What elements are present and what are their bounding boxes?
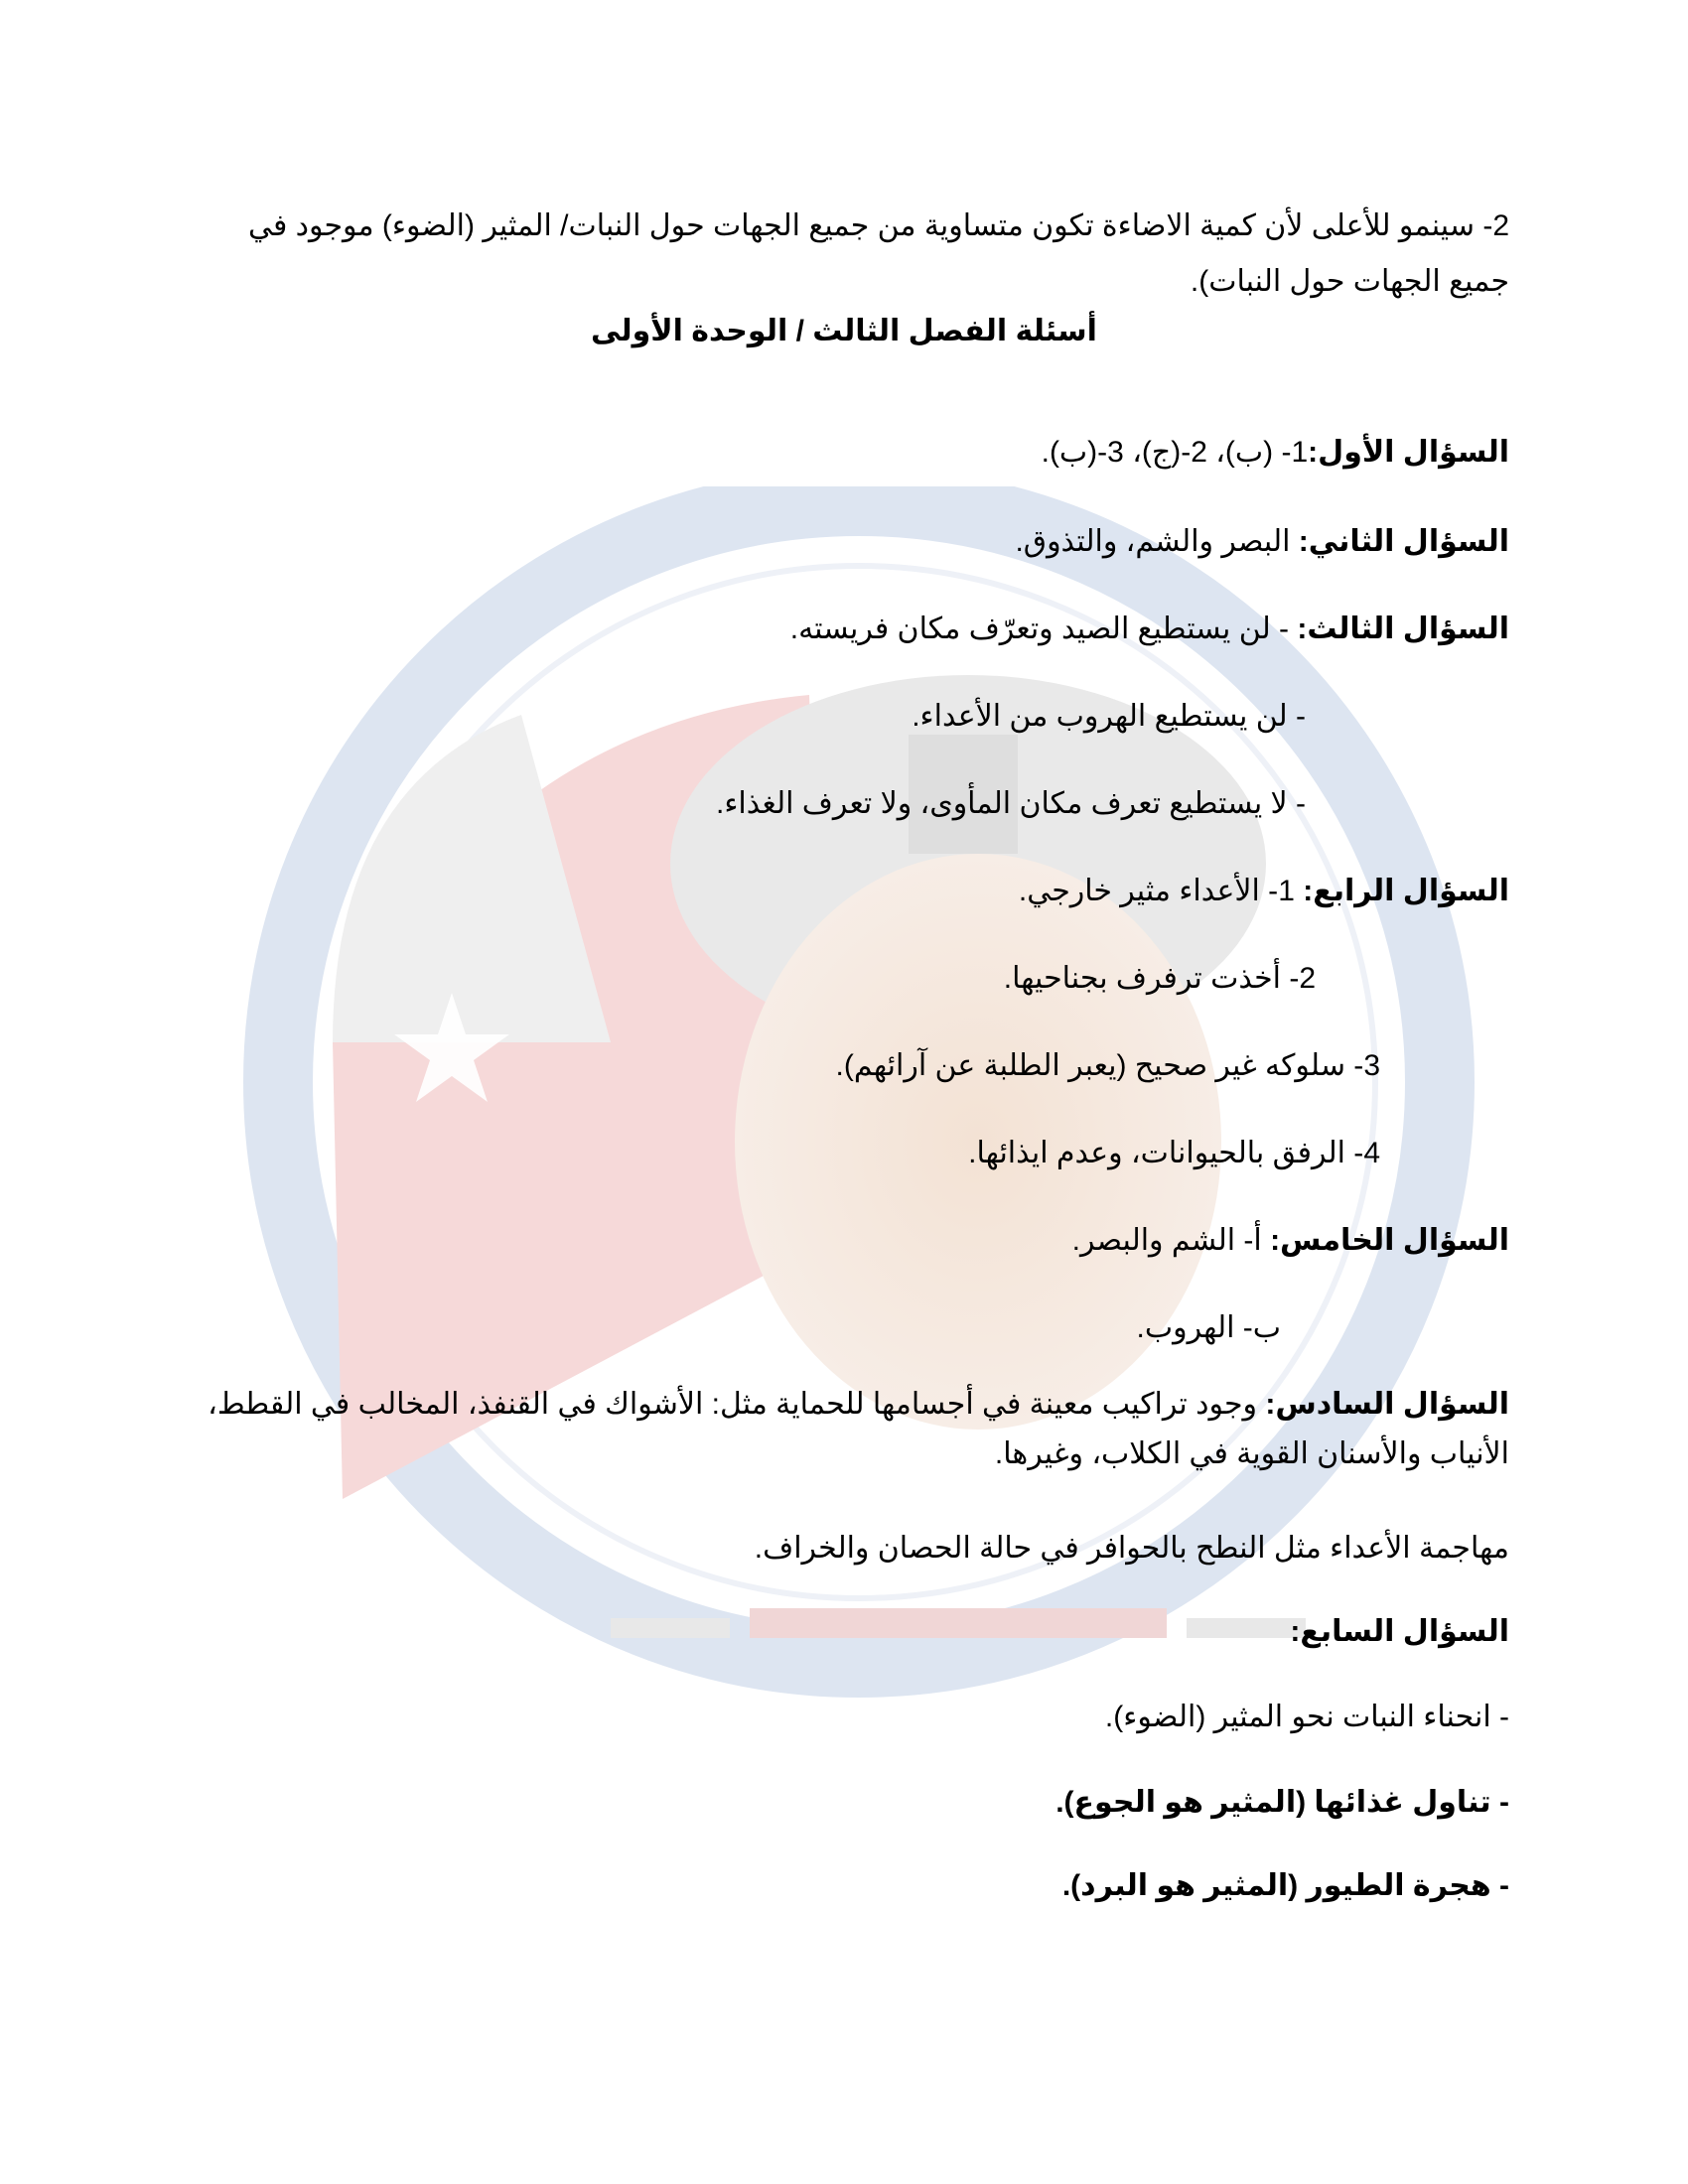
question-3-item: - لن يستطيع الهروب من الأعداء. bbox=[912, 700, 1306, 733]
question-7-item: - انحناء النبات نحو المثير (الضوء). bbox=[1104, 1701, 1509, 1733]
question-6-extra: مهاجمة الأعداء مثل النطح بالحوافر في حالة الحصان والخراف. bbox=[754, 1532, 1509, 1565]
question-6-label: السؤال السادس: bbox=[1265, 1388, 1509, 1421]
question-1 bbox=[1042, 429, 1509, 477]
question-3-answer: - لن يستطيع الصيد وتعرّف مكان فريسته. bbox=[789, 613, 1298, 645]
question-4-label: السؤال الرابع: bbox=[1303, 875, 1509, 907]
question-7-item: - تناول غذائها (المثير هو الجوع). bbox=[1055, 1786, 1509, 1819]
question-4-answer: 1- الأعداء مثير خارجي. bbox=[1018, 875, 1304, 907]
question-3-label: السؤال الثالث: bbox=[1297, 613, 1509, 645]
question-5 bbox=[1072, 1217, 1509, 1265]
question-5-label: السؤال الخامس: bbox=[1270, 1224, 1509, 1257]
question-4-item: 2- أخذت ترفرف بجناحيها. bbox=[1003, 962, 1316, 995]
question-5-item: ب- الهروب. bbox=[1136, 1311, 1281, 1344]
question-6-answer: وجود تراكيب معينة في أجسامها للحماية مثل: الأشواك في القنفذ، المخالب في القطط، الأنياب والأسنان القوية في الكلاب، وغيرها. bbox=[208, 1388, 1509, 1470]
question-3 bbox=[790, 606, 1509, 653]
question-5-answer: أ- الشم والبصر. bbox=[1071, 1224, 1271, 1257]
chapter-heading: أسئلة الفصل الثالث / الوحدة الأولى bbox=[591, 315, 1097, 347]
question-2 bbox=[1015, 518, 1509, 566]
question-4 bbox=[1019, 868, 1509, 915]
question-7-item: - هجرة الطيور (المثير هو البرد). bbox=[1061, 1869, 1509, 1902]
question-6 bbox=[194, 1380, 1509, 1479]
question-2-label: السؤال الثاني: bbox=[1298, 525, 1509, 558]
question-2-answer: البصر والشم، والتذوق. bbox=[1015, 525, 1299, 558]
intro-line-1: 2- سينمو للأعلى لأن كمية الاضاءة تكون متساوية من جميع الجهات حول النبات/ المثير bbox=[483, 209, 1509, 242]
intro-paragraph bbox=[194, 199, 1509, 310]
question-4-item: 3- سلوكه غير صحيح (يعبر الطلبة عن آرائهم). bbox=[835, 1049, 1380, 1082]
question-3-item: - لا يستطيع تعرف مكان المأوى، ولا تعرف الغذاء. bbox=[715, 787, 1306, 820]
question-1-label: السؤال الأول: bbox=[1308, 436, 1509, 469]
question-1-answer: 1- (ب)، 2-(ج)، 3-(ب). bbox=[1041, 436, 1309, 469]
question-7-label: السؤال السابع: bbox=[1290, 1615, 1509, 1648]
intro-line-2: (الضوء) موجود في جميع الجهات حول النبات). bbox=[247, 209, 1509, 298]
question-4-item: 4- الرفق بالحيوانات، وعدم ايذائها. bbox=[968, 1137, 1380, 1169]
